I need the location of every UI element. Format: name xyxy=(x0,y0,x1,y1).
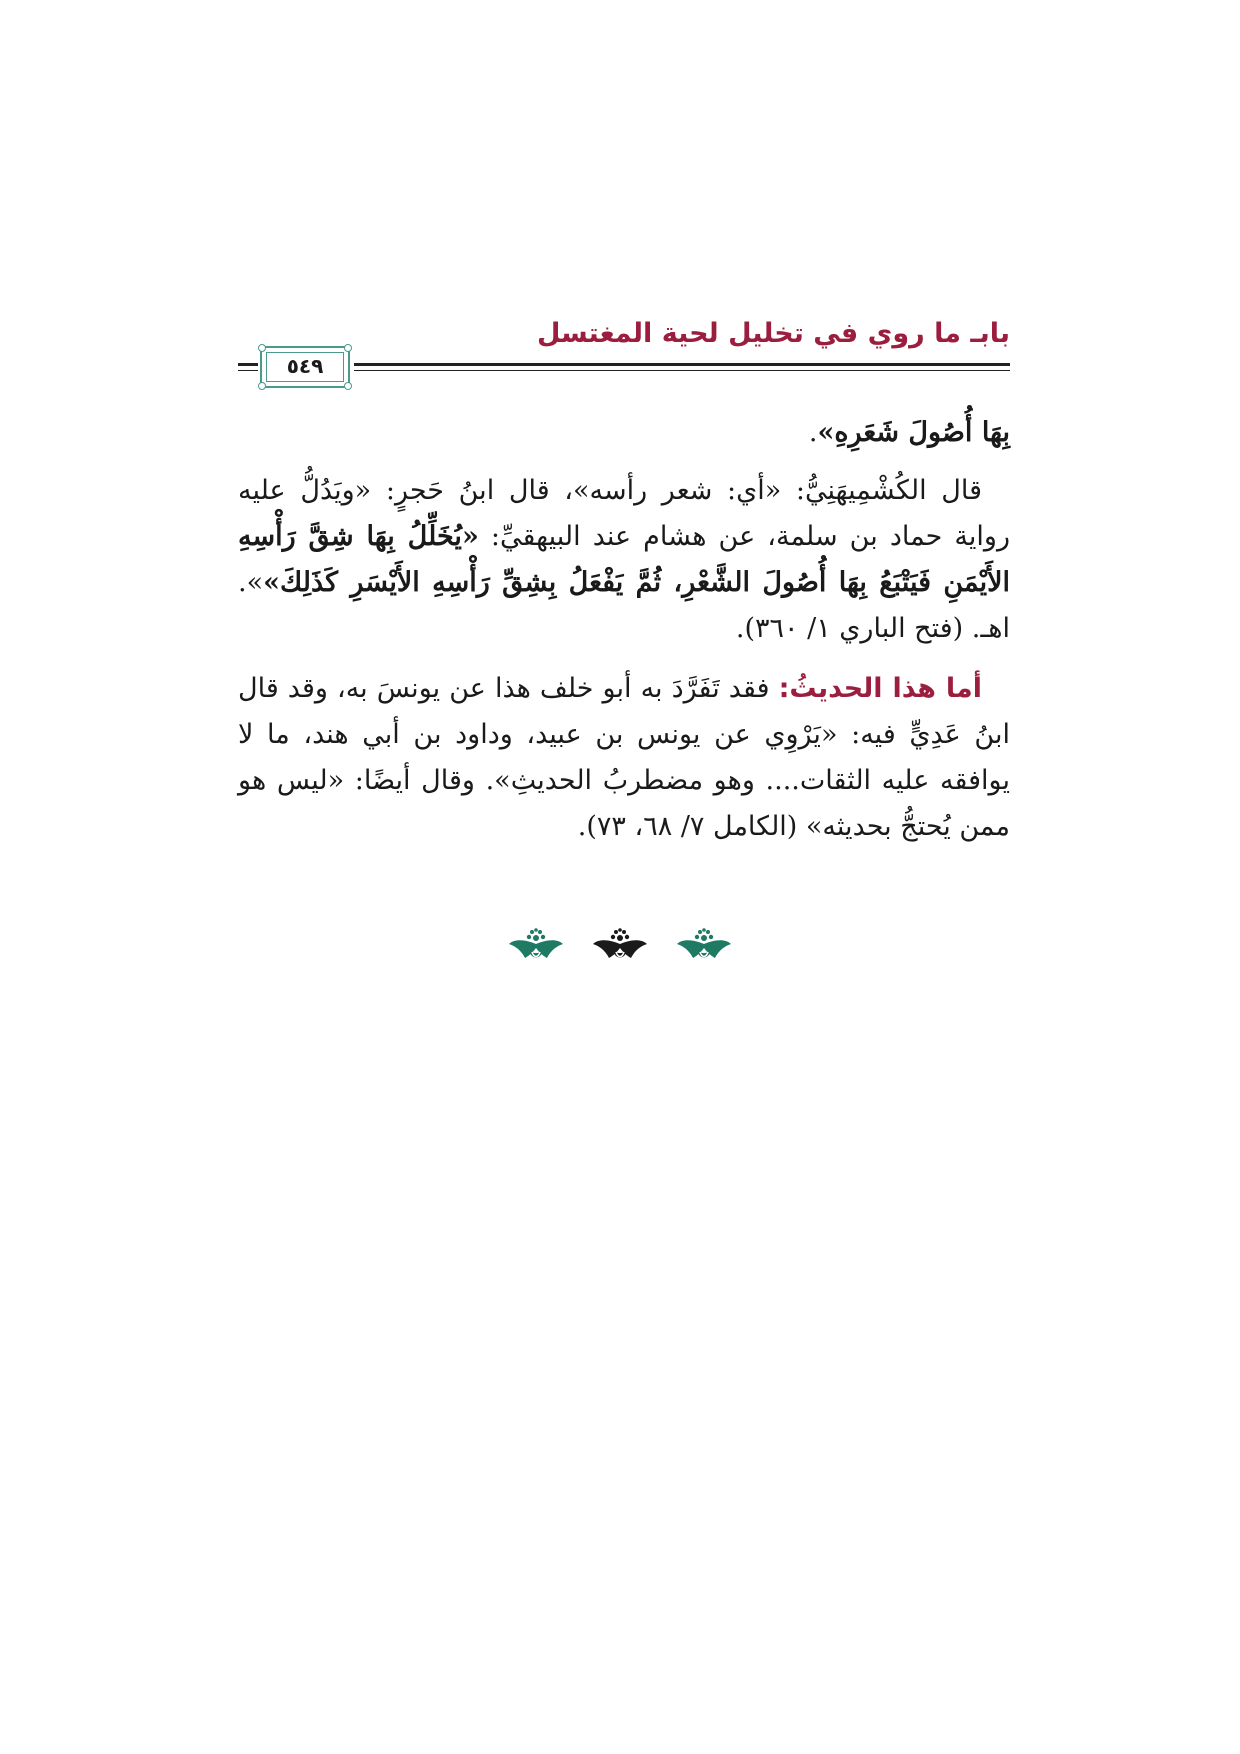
floral-ornament-icon xyxy=(675,928,733,968)
section-end-ornaments xyxy=(0,928,1240,978)
floral-ornament-icon xyxy=(591,928,649,968)
paragraph-text: فقد تَفَرَّدَ به أبو خلف هذا عن يونسَ به، وقد قال ابنُ عَدِيٍّ فيه: «يَرْوِي عن يونس بن عبيد، وداود بن أبي هند، ما لا يوافقه عليه الثقات.... وهو مضطربُ الحديثِ». وقال أيضًا: «ليس هو ممن يُحتجُّ بحديثه» (الكامل ٧/ ٦٨، ٧٣). xyxy=(238,673,1010,842)
frame-corner-icon xyxy=(344,344,352,352)
header-rule-left-thick xyxy=(238,363,258,366)
hadith-text-bold: «يُخَلِّلُ بِهَا شِقَّ رَأْسِهِ الأَيْمَنِ فَيَتْبَعُ بِهَا أُصُولَ الشَّعْرِ، ثُمَّ يَفْعَلُ بِشِقِّ رَأْسِهِ الأَيْسَرِ كَذَلِكَ» xyxy=(238,521,1010,598)
running-title: بابـ ما روي في تخليل لحية المغتسل xyxy=(536,318,1010,349)
paragraph-text: قال الكُشْمِيهَنِيُّ: «أي: شعر رأسه»، قال ابنُ حَجرٍ: «ويَدُلُّ عليه رواية حماد بن سلمة، عن هشام عند البيهقيِّ: xyxy=(238,475,1010,552)
section-lead-heading: أما هذا الحديثُ: xyxy=(778,673,982,704)
header-rule-thick xyxy=(354,363,1010,366)
page-header xyxy=(238,318,1010,388)
page-number: ٥٤٩ xyxy=(286,354,324,378)
frame-corner-icon xyxy=(258,344,266,352)
paragraph-tail: . xyxy=(808,417,818,448)
main-text xyxy=(238,410,1010,864)
frame-corner-icon xyxy=(344,382,352,390)
paragraph-continuation xyxy=(238,410,1010,456)
header-rule-thin xyxy=(354,370,1010,371)
frame-corner-icon xyxy=(258,382,266,390)
paragraph-hadith-evaluation xyxy=(238,666,1010,850)
header-rule-left-thin xyxy=(238,370,258,371)
page-number-frame xyxy=(260,346,350,388)
floral-ornament-icon xyxy=(507,928,565,968)
paragraph-text: ». اهـ. (فتح الباري ١/ ٣٦٠). xyxy=(238,567,1010,644)
hadith-text-bold: بِهَا أُصُولَ شَعَرِهِ» xyxy=(817,417,1010,448)
paragraph-commentary xyxy=(238,468,1010,652)
